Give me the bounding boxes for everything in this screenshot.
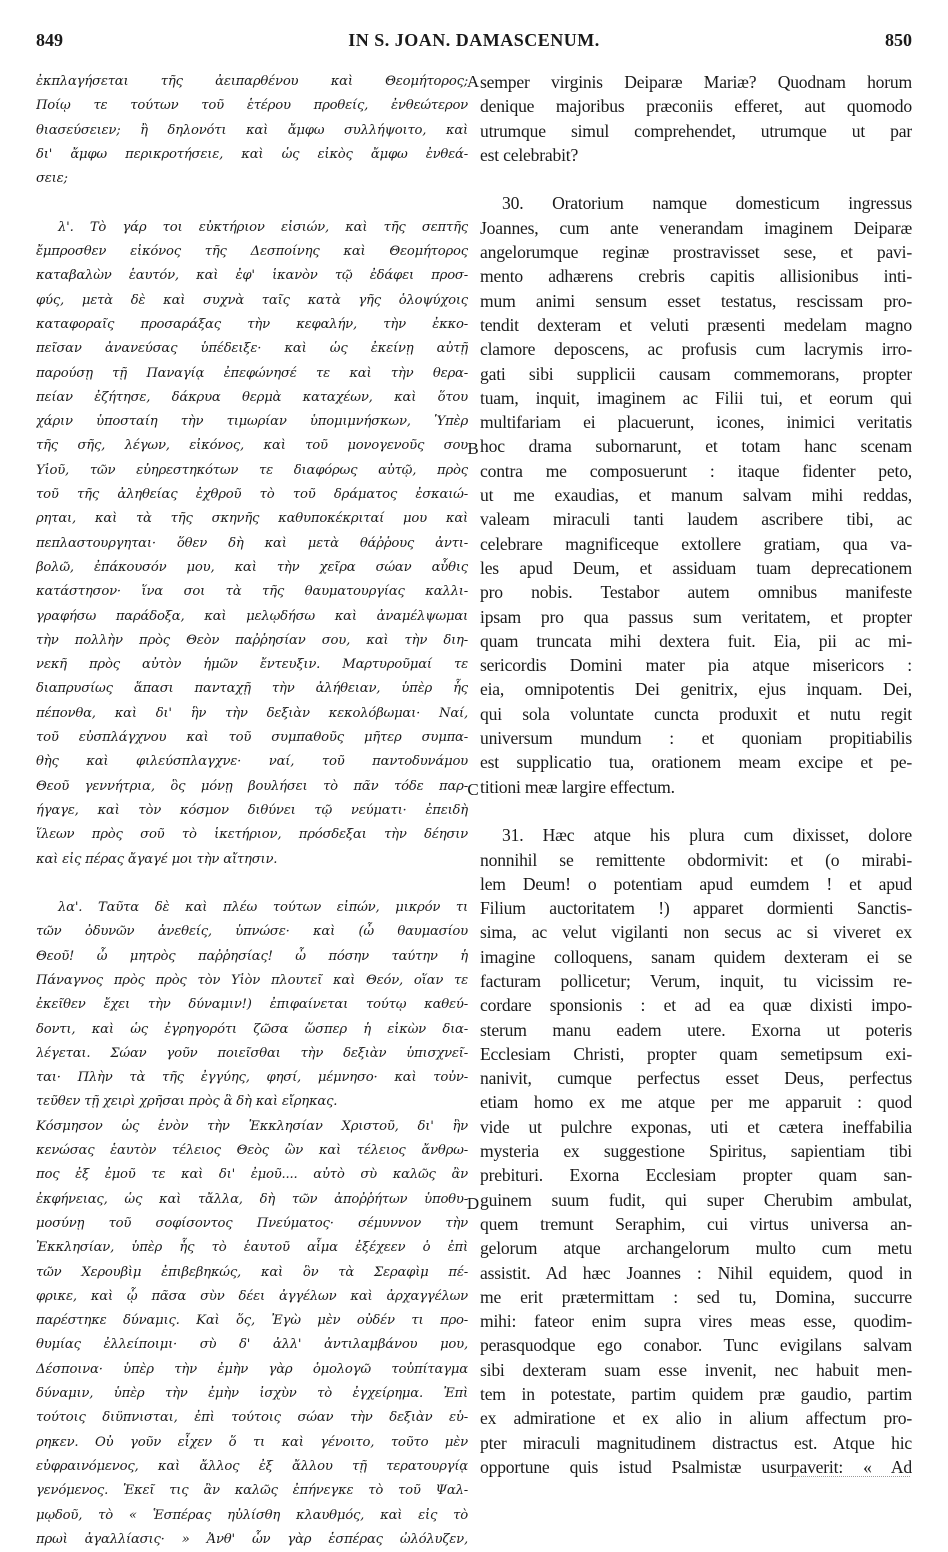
latin-line: assistit. Ad hæc Joannes : Nihil equidem, quod in (480, 1262, 912, 1283)
latin-line: utrumque simul comprehendet, utrumque ut par (480, 120, 912, 141)
latin-line: me erit prætermittam : sed tu, Domina, succurre (480, 1286, 912, 1307)
latin-line: pro nobis. Testabor autem omnibus manifeste (480, 582, 912, 603)
latin-line: facturam pollicetur; Verum, inquit, tu vicissim re- (480, 970, 912, 991)
latin-line: opportune quis istud Psalmistæ usurpaverit: « Ad (480, 1456, 912, 1477)
latin-line: qui sola voluntate cuncta produxit et nutu regit (480, 703, 912, 724)
latin-line: denique majoribus præconiis efferet, aut quomodo (480, 96, 912, 117)
greek-line: θιασεύσειεν; ἢ δηλονότι καὶ ἄμφω συλλήψοιτο, καὶ (36, 122, 468, 138)
greek-line: γραφήσω παράδοξα, καὶ μελῳδήσω καὶ ἀναμέλψωμαι (36, 608, 468, 624)
greek-line: ἐκεῖθεν ἔχει τὴν δύναμιν!) ἐπιφαίνεται τούτῳ καθεύ- (36, 997, 468, 1013)
latin-line: Ecclesiam Christi, propter quam semetipsum exi- (480, 1043, 912, 1064)
greek-line: Ποίῳ τε τούτων τοῦ ἑτέρου προθείς, ἐνθεώτερον (36, 98, 468, 114)
greek-line: πεῖσαν ἀνανεύσας ὑπέδειξε· καὶ ὡς ἐκείνῃ αὐτῇ (36, 341, 468, 357)
greek-line: δοντι, καὶ ὡς ἐγρηγορότι ζῶσα ὥσπερ ἡ εἰκὼν δια- (36, 1021, 468, 1037)
greek-line: μῳδοῦ, τὸ « Ἑσπέρας ηὐλίσθη κλαυθμός, καὶ εἰς τὸ (36, 1507, 468, 1523)
running-title: IN S. JOAN. DAMASCENUM. (348, 30, 600, 50)
greek-line: πεπλαστουργηται· ὅθεν δὴ καὶ μετὰ θάῤῥους ἀντι- (36, 535, 468, 551)
greek-line: ἐκφήνειας, ὡς καὶ τἄλλα, δὴ τῶν ἀποῤῥήτων ὑποθυ- (36, 1191, 468, 1207)
greek-line: λ'. Τὸ γάρ τοι εὐκτήριον εἰσιών, καὶ τῆς σεπτῆς (58, 219, 468, 235)
margin-letter-d: D (466, 1194, 480, 1213)
latin-line: mento adhærens crebris capitis allisionibus inti- (480, 266, 912, 287)
greek-line: λα'. Ταῦτα δὲ καὶ πλέω τούτων εἰπών, μικρόν τι (58, 900, 468, 916)
greek-line: κενώσας ἑαυτὸν τέλειος Θεὸς ὢν καὶ τέλειος ἄνθρω- (36, 1143, 468, 1159)
latin-line: est celebrabit? (480, 144, 579, 165)
greek-line: τῆς σῆς, λέγων, εἰκόνος, καὶ τοῦ μονογενοῦς σου (36, 438, 468, 454)
greek-line: θυμίας ἐλλείποιμι· σὺ δ' ἀλλ' ἀντιλαμβάνου μου, (36, 1337, 468, 1353)
greek-line: παρούσῃ τῇ Παναγίᾳ ἐπεφώνησέ τε καὶ τὴν θερα- (36, 365, 468, 381)
greek-line: Ἐκκλησίαν, ὑπὲρ ἧς τὸ ἑαυτοῦ αἷμα ἐξέχεεν ὁ ἐπὶ (36, 1240, 468, 1256)
latin-line: nonnihil se remittente obdormivit: et (o mirabi- (480, 849, 912, 870)
greek-line: ἔμπροσθεν εἰκόνος τῆς Δεσποίνης καὶ Θεομήτορος (36, 244, 468, 260)
greek-line: χάριν ὑποσταίη τὴν τιμωρίαν ὑπομιμνήσκων, Ὑπὲρ (36, 414, 468, 430)
latin-line: prebituri. Exorna Ecclesiam propter quam san- (480, 1165, 912, 1186)
latin-line: gelorum atque archangelorum multo cum metu (480, 1238, 912, 1259)
greek-line: τοῦ εὐσπλάγχνου καὶ τοῦ συμπαθοῦς μῆτερ συμπα- (36, 730, 468, 746)
greek-line: τεῦθεν τῇ χειρὶ χρῆσαι πρὸς ἃ δὴ καὶ εἴρηκας. (36, 1094, 338, 1110)
latin-line: Filium auctoritatem !) apparet dormienti Sanctis- (480, 898, 912, 919)
latin-line: tuam, inquit, imaginem ac Filii tui, et eorum qui (480, 387, 912, 408)
latin-line: sima, ac velut vigilanti non secus ac si viveret ex (480, 922, 912, 943)
greek-line: Θεοῦ! ὦ μητρὸς παῤῥησίας! ὦ πόσην ταύτην ἡ (36, 948, 468, 964)
latin-line: quam truncata mihi dextera fuit. Eia, pii ac mi- (480, 630, 912, 651)
latin-line: gati sibi supplicii causam commemorans, propter (480, 363, 912, 384)
greek-line: βολῶ, ἐπάκουσόν μου, καὶ τὴν χεῖρα σώαν αὖθις (36, 559, 468, 575)
latin-line: tem in potestate, partim quidem præ gaudio, partim (480, 1384, 912, 1405)
latin-line: valeam miraculi tanti laudem ascribere tibi, ac (480, 509, 912, 530)
greek-line: λέγεται. Σώαν γοῦν ποιεῖσθαι τὴν δεξιὰν ὑπισχνεῖ- (36, 1045, 468, 1061)
greek-line: ρηκεν. Οὐ γοῦν εἶχεν ὅ τι καὶ γένοιτο, τοῦτο μὲν (36, 1434, 468, 1450)
greek-line: ρηται, καὶ τὰ τῆς σκηνῆς καθυποκέκριταί μου καὶ (36, 511, 468, 527)
latin-line: clamore deposcens, ac profusis cum lacrymis irro- (480, 339, 912, 360)
latin-line: Joannes, cum ante venerandam imaginem Deiparæ (480, 217, 912, 238)
latin-line: les apud Deum, et assiduam tuam deprecationem (480, 557, 912, 578)
greek-line: Υἱοῦ, τῶν εὐηρεστηκότων τε διαφόρως αὐτῷ, πρὸς (36, 462, 468, 478)
latin-column (480, 70, 912, 1479)
latin-line: est supplicatio tua, orationem meam excipe et pe- (480, 752, 912, 773)
greek-line: φρικε, καὶ ᾧ πᾶσα σὺν δέει ἀγγέλων καὶ ἀρχαγγέλων (36, 1288, 468, 1304)
greek-line: μοσύνῃ τοῦ σοφίσοντος Πνεύματος· σέμυννον τὴν (36, 1215, 468, 1231)
greek-line: Θεοῦ γεννήτρια, ὃς μόνῃ βουλήσει τὸ πᾶν τόδε παρ- (36, 778, 468, 794)
latin-line: sericordis Domini mater pia atque misericors : (480, 655, 912, 676)
latin-line: angelorumque reginæ prostravisset sese, et pavi- (480, 242, 912, 263)
latin-line: nanivit, cumque perfectus esset Deus, perfectus (480, 1068, 912, 1089)
greek-line: πείαν ἐζήτησε, δάκρυα θερμὰ καταχέων, καὶ ὅτου (36, 389, 468, 405)
latin-line: mihi: fateor enim supra vires meas esse, quodim- (480, 1311, 912, 1332)
latin-line: tendit dexteram et veluti præsenti medelam magno (480, 314, 912, 335)
greek-column (36, 70, 468, 1552)
greek-line: παρέστηκε δύναμις. Καὶ ὅς, Ἐγὼ μὲν οὐδέν τι προ- (36, 1313, 468, 1329)
latin-line: sibi dexteram suam esse invenit, nec habuit men- (480, 1359, 912, 1380)
greek-line: τούτοις διϋπνισται, ἐπὶ τούτοις σώαν τὴν δεξιὰν εὑ- (36, 1410, 468, 1426)
greek-line: ήγαγε, καὶ τὸν κόσμον διθύνει τῷ νεύματι· ἐπειδὴ (36, 802, 468, 818)
latin-line: titioni meæ largire effectum. (480, 776, 675, 797)
greek-line: καταφοραῖς προσαράξας τὴν κεφαλήν, τὴν ἐκκο- (36, 316, 468, 332)
greek-line: δύναμιν, ὑπὲρ τὴν ἐμὴν ἰσχὺν τὸ ἐγχείρημα. Ἐπὶ (36, 1386, 468, 1402)
latin-line: eia, omnipotentis Dei genitrix, ejus inquam. Dei, (480, 679, 912, 700)
greek-line: διαπρυσίως ἅπασι πανταχῇ τὴν ἀλήθειαν, ὑπὲρ ἧς (36, 681, 468, 697)
greek-line: πος ἐξ ἐμοῦ τε καὶ δι' ἐμοῦ.... αὐτὸ σὺ καλῶς ἂν (36, 1167, 468, 1183)
greek-line: ται· Πλὴν τὰ τῆς ἐγγύης, φησί, μέμνησο· καὶ τοὐν- (36, 1070, 468, 1086)
page-number-right: 850 (885, 30, 912, 50)
latin-line: cordare sponsionis : et ad ea quæ dixisti impo- (480, 995, 912, 1016)
latin-line: quem tremunt Seraphim, cui virtus universa an- (480, 1213, 912, 1234)
greek-line: τὴν πολλὴν πρὸς Θεὸν παῤῥησίαν σου, καὶ τὴν διη- (36, 632, 468, 648)
greek-line: τῶν Χερουβὶμ ἐπιβεβηκώς, καὶ ὃν τὰ Σεραφὶμ πέ- (36, 1264, 468, 1280)
latin-line: mum animi sensum esset testatus, rescissam pro- (480, 290, 912, 311)
page-number-left: 849 (36, 30, 63, 50)
greek-line: Δέσποινα· ὑπὲρ τὴν ἐμὴν γὰρ ὁμολογῶ τοὐπίταγμα (36, 1361, 468, 1377)
greek-line: κατάστησον· ἵνα σοι τὰ τῆς θαυματουργίας καλλι- (36, 584, 468, 600)
dotted-tail-mark (790, 1476, 910, 1479)
greek-line: θὴς καὶ φιλεύσπλαγχνε· ναί, τοῦ παντοδυνάμου (36, 754, 468, 770)
latin-line: ipsam pro qua passus sum veritatem, et propter (480, 606, 912, 627)
greek-line: τῶν ὀδυνῶν ἀνεθείς, ὑπνώσε· καὶ (ὦ θαυμασίου (36, 924, 468, 940)
greek-line: πέπονθα, καὶ δι' ἣν τὴν δεξιὰν κεκολόβωμαι· Ναί, (36, 705, 468, 721)
latin-line: 30. Oratorium namque domesticum ingressus (502, 193, 912, 214)
margin-letter-a: A (466, 72, 480, 91)
latin-line: multifariam ei placuerunt, icones, inimici veritatis (480, 412, 912, 433)
latin-line: celebrare magnificeque extollere gratiam, qua va- (480, 533, 912, 554)
margin-letter-c: C (467, 780, 479, 799)
latin-line: guinem suum fudit, qui super Cherubim ambulat, (480, 1189, 912, 1210)
latin-line: etiam homo ex me atque per me apparuit : quod (480, 1092, 912, 1113)
running-header (36, 30, 912, 60)
margin-letter-b: B (467, 439, 479, 458)
latin-line: sterum manu eadem utere. Exorna ut poteris (480, 1019, 912, 1040)
greek-line: καὶ εἰς πέρας ἄγαγέ μοι τὴν αἴτησιν. (36, 851, 278, 867)
greek-line: καταβαλὼν ἑαυτόν, καὶ ἐφ' ἱκανὸν τῷ ἐδάφει προσ- (36, 268, 468, 284)
greek-line: γενόμενος. Ἐκεῖ τις ἂν καλῶς ἐπήνεγκε τὸ τοῦ Ψαλ- (36, 1483, 468, 1499)
greek-line: πρωὶ ἀγαλλίασις· » Ἀνθ' ὧν γὰρ ἑσπέρας ὠλόλυζεν, (36, 1531, 468, 1547)
greek-line: δι' ἄμφω περικροτήσειε, καὶ ὡς εἰκὸς ἄμφω ἐνθεά- (36, 146, 468, 162)
greek-line: φύς, μετὰ δὲ καὶ συχνὰ ταῖς κατὰ γῆς ὁλοψύχοις (36, 292, 468, 308)
latin-line: pter miraculi magnitudinem distractus est. Atque hic (480, 1432, 912, 1453)
latin-line: hoc drama subornarunt, et totam hanc scenam (480, 436, 912, 457)
greek-line: Κόσμησον ὡς ἐνὸν τὴν Ἐκκλησίαν Χριστοῦ, δι' ἣν (36, 1118, 468, 1134)
latin-line: ex admiratione et ex alio in alium affectum pro- (480, 1408, 912, 1429)
latin-line: contra me composuerunt : itaque fidenter peto, (480, 460, 912, 481)
latin-line: semper virginis Deiparæ Mariæ? Quodnam horum (480, 72, 912, 92)
greek-line: ἵλεων πρὸς σοῦ τὸ ἱκετήριον, πρόσδεξαι τὴν δέησιν (36, 827, 468, 843)
latin-line: mysteria ex suggestione Spiritus, sapientiam tibi (480, 1141, 912, 1162)
latin-line: 31. Hæc atque his plura cum dixisset, dolore (502, 825, 912, 846)
latin-line: universum mundum : et quoniam propitiabilis (480, 728, 912, 749)
latin-line: imagine colloquens, sanam quidem dexteram ei se (480, 946, 912, 967)
latin-line: lem Deum! o potentiam apud eumdem ! et apud (480, 873, 912, 894)
latin-line: vide ut pulchre exponas, uti et cætera ineffabilia (480, 1116, 912, 1137)
latin-line: ut me exaudias, et manum salvam mihi reddas, (480, 485, 912, 506)
greek-line: νεκῆ πρὸς αὐτὸν ἡμῶν ἔντευξιν. Μαρτυροῦμαί τε (36, 657, 468, 673)
greek-line: εὐφραινόμενος, καὶ ἄλλος ἐξ ἄλλου τῇ τερατουργίᾳ (36, 1458, 468, 1474)
greek-line: τοῦ τῆς ἀληθείας ἐχθροῦ τὸ τοῦ δράματος ἐσκαιώ- (36, 487, 468, 503)
latin-line: perasquodque ego conabor. Tunc evigilans salvam (480, 1335, 912, 1356)
greek-line: ἐκπλαγήσεται τῆς ἀειπαρθένου καὶ Θεομήτορος; (36, 74, 468, 89)
greek-line: σειε; (36, 171, 68, 187)
greek-line: Πάναγνος πρὸς πρὸς τὸν Υἱὸν πλουτεῖ καὶ Θεόν, οἵαν τε (36, 972, 468, 988)
